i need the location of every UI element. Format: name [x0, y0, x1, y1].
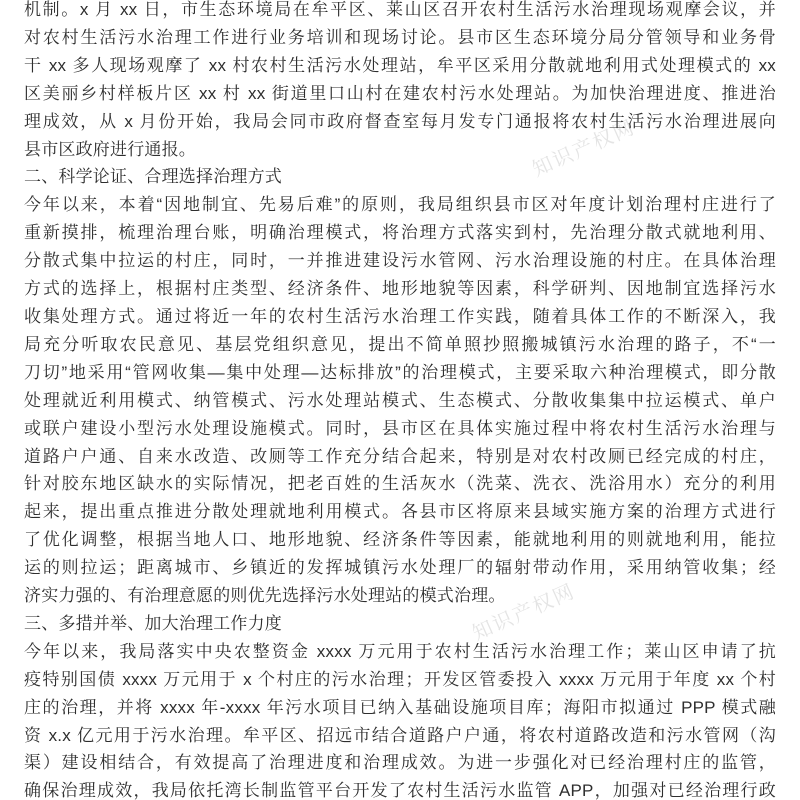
watermark-text: 知识产权网: [469, 580, 579, 646]
document-line: 理成效，从 x 月份开始，我局会同市政府督查室每月发专门通报将农村生活污水治理进展向: [24, 111, 776, 131]
document-line: 了优化调整，根据当地人口、地形地貌、经济条件等因素，能就地利用的则就地利用，能拉: [24, 530, 776, 550]
document-line: 处理就近利用模式、纳管模式、污水处理站模式、生态模式、分散收集集中拉运模式、单户: [24, 390, 776, 410]
document-line: 道路户户通、自来水改造、改厕等工作充分结合起来，特别是对农村改厕已经完成的村庄，: [24, 446, 776, 466]
document-line: 运的则拉运；距离城市、乡镇近的发挥城镇污水处理厂的辐射带动作用，采用纳管收集；经: [24, 558, 776, 578]
document-line: 庄的治理，并将 xxxx 年-xxxx 年污水项目已纳入基础设施项目库；海阳市拟通过 PPP 模式融: [24, 697, 776, 717]
document-line: 分散式集中拉运的村庄，同时，一并推进建设污水管网、污水治理设施的村庄。在具体治理: [24, 251, 776, 271]
document-line: 或联户建设小型污水处理设施模式。同时，县市区在具体实施过程中将农村生活污水治理与: [24, 418, 776, 438]
watermark-text: 知识产权网: [529, 116, 639, 182]
document-line: 三、多措并举、加大治理工作力度: [24, 613, 282, 633]
document-line: 区美丽乡村样板片区 xx 村 xx 街道里口山村在建农村污水处理站。为加快治理进度、推进治: [24, 83, 776, 103]
document-line: 确保治理成效，我局依托湾长制监管平台开发了农村生活污水监管 APP，加强对已经治理行政: [24, 781, 776, 800]
document-line: 针对胶东地区缺水的实际情况，把老百姓的生活灰水（洗菜、洗衣、洗浴用水）充分的利用: [24, 474, 776, 494]
document-line: 济实力强的、有治理意愿的则优先选择污水处理站的模式治理。: [24, 586, 506, 606]
document-line: 疫特别国债 xxxx 万元用于 x 个村庄的污水治理；开发区管委投入 xxxx 万元用于年度 xx 个村: [24, 669, 776, 689]
document-line: 资 x.x 亿元用于污水治理。牟平区、招远市结合道路户户通，将农村道路改造和污水管网（沟: [24, 725, 776, 745]
document-line: 对农村生活污水治理工作进行业务培训和现场讨论。县市区生态环境分局分管领导和业务骨: [24, 27, 776, 47]
document-line: 今年以来，本着“因地制宜、先易后难”的原则，我局组织县市区对年度计划治理村庄进行了: [24, 195, 776, 215]
document-line: 机制。x 月 xx 日，市生态环境局在牟平区、莱山区召开农村生活污水治理现场观摩会议，并: [24, 0, 776, 19]
document-line: 收集处理方式。通过将近一年的农村生活污水治理工作实践，随着具体工作的不断深入，我: [24, 306, 776, 326]
document-line: 重新摸排，梳理治理台账，明确治理模式，将治理方式落实到村，先治理分散式就地利用、: [24, 223, 776, 243]
document-line: 二、科学论证、合理选择治理方式: [24, 167, 282, 187]
document-line: 局充分听取农民意见、基层党组织意见，提出不简单照抄照搬城镇污水治理的路子，不“一: [24, 334, 776, 354]
document-line: 刀切”地采用“管网收集—集中处理—达标排放”的治理模式，主要采取六种治理模式，即分散: [24, 362, 776, 382]
document-body: [24, 0, 776, 800]
document-line: 渠）建设相结合，有效提高了治理进度和治理成效。为进一步强化对已经治理村庄的监管，: [24, 753, 776, 773]
document-line: 今年以来，我局落实中央农整资金 xxxx 万元用于农村生活污水治理工作；莱山区申请了抗: [24, 641, 776, 661]
document-line: 干 xx 多人现场观摩了 xx 村农村生活污水处理站，牟平区采用分散就地利用式处理模式的 xx: [24, 55, 776, 75]
document-line: 起来，提出重点推进分散处理就地利用模式。各县市区将原来县域实施方案的治理方式进行: [24, 502, 776, 522]
document-line: 方式的选择上，根据村庄类型、经济条件、地形地貌等因素，科学研判、因地制宜选择污水: [24, 279, 776, 299]
document-line: 县市区政府进行通报。: [24, 139, 196, 159]
